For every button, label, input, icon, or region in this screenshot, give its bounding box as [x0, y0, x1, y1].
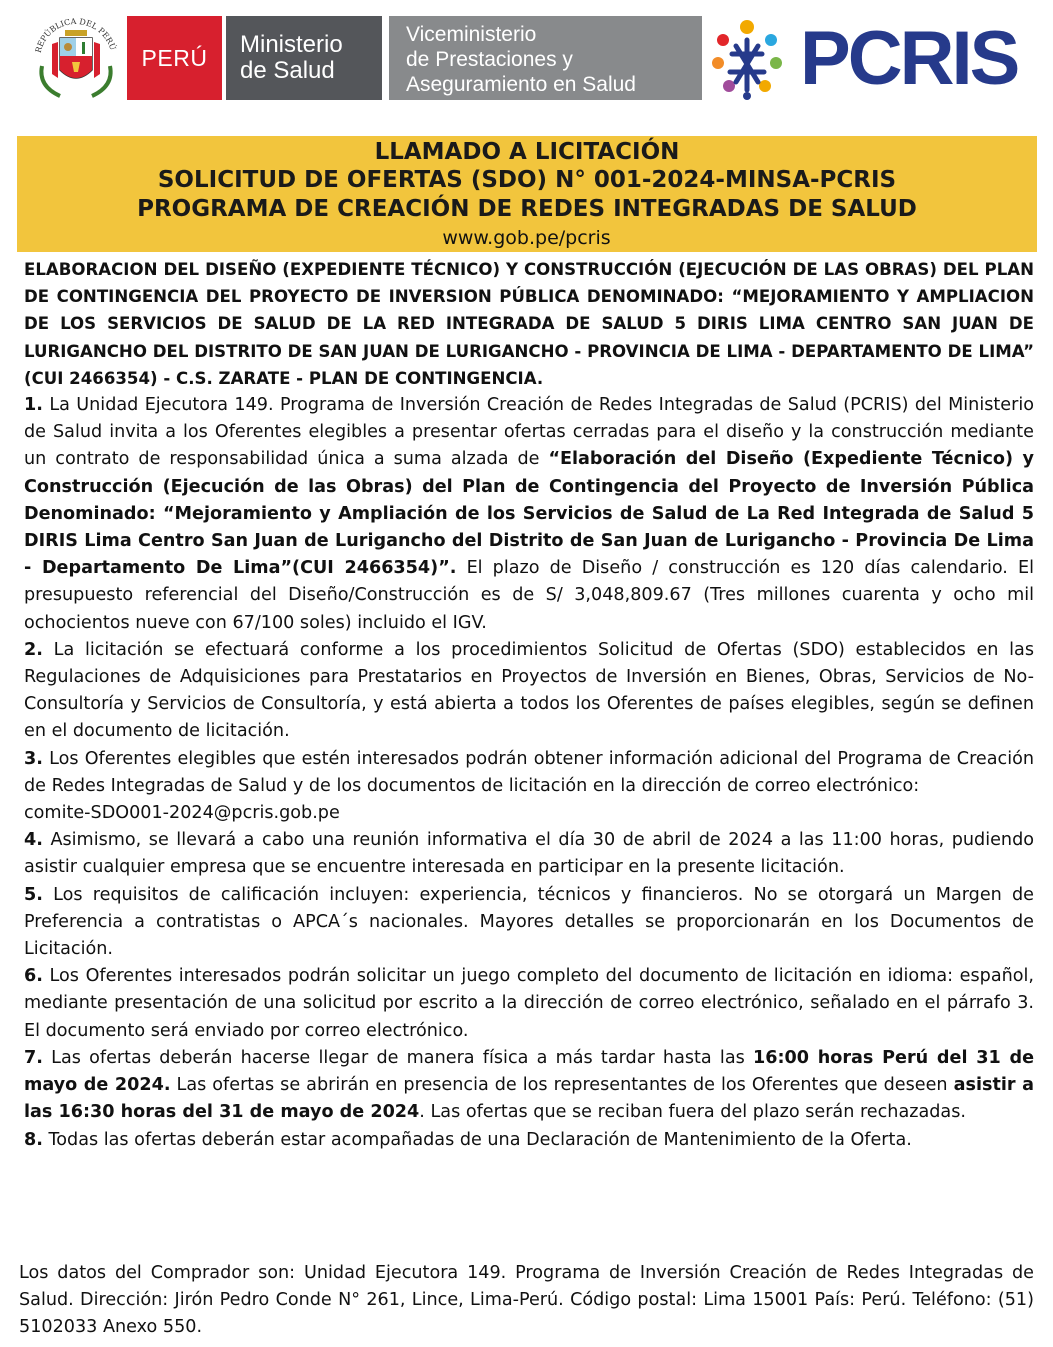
- paragraph-2: 2. La licitación se efectuará conforme a los procedimientos Solicitud de Ofertas (SDO) establecidos en las Regulaciones de Adquisiciones para Prestatarios en Proyectos de Inversión en Bienes, Obras, Servicios de No-Consultoría y Servicios de Consultoría, y está abierta a todos los Oferentes de países elegibles, según se definen en el documento de licitación.: [24, 639, 1034, 742]
- title-line-1: LLAMADO A LICITACIÓN: [374, 139, 680, 165]
- paragraph-1: 1. La Unidad Ejecutora 149. Programa de Inversión Creación de Redes Integradas de Salud (PCRIS) del Ministerio de Salud invita a los Oferentes elegibles a presentar ofertas cerradas para el diseño y la construcción mediante un contrato de responsabilidad única a suma alzada de “Elaboración del Diseño (Expediente Técnico) y Construcción (Ejecución de las Obras) del Plan de Contingencia del Proyecto de Inversión Pública Denominado: “Mejoramiento y Ampliación de los Servicios de Salud de La Red Integrada de Salud 5 DIRIS Lima Centro San Juan de Lurigancho del Distrito de San Juan de Lurigancho - Provincia De Lima - Departamento De Lima”(CUI 2466354)”. El plazo de Diseño / construcción es 120 días calendario. El presupuesto referencial del Diseño/Construcción es de S/ 3,048,809.67 (Tres millones cuarenta y ocho mil ochocientos nueve con 67/100 soles) incluido el IGV.: [24, 395, 1034, 633]
- paragraph-5: 5. Los requisitos de calificación incluyen: experiencia, técnicos y financieros. No se otorgará un Margen de Preferencia a contratistas o APCA´s nacionales. Mayores detalles se proporcionarán en los Documentos de Licitación.: [24, 884, 1034, 960]
- pcris-logo-icon: [710, 18, 784, 100]
- contact-email[interactable]: comite-SDO001-2024@pcris.gob.pe: [24, 803, 340, 824]
- title-line-2: SOLICITUD DE OFERTAS (SDO) N° 001-2024-MINSA-PCRIS: [157, 167, 897, 193]
- header: [0, 0, 1053, 125]
- buyer-details: Los datos del Comprador son: Unidad Ejecutora 149. Programa de Inversión Creación de Redes Integradas de Salud. Dirección: Jirón Pedro Conde N° 261, Lince, Lima-Perú. Código postal: Lima 15001 País: Perú. Teléfono: (51) 5102033 Anexo 550.: [19, 1263, 1034, 1337]
- peru-label: PERÚ: [127, 16, 222, 100]
- pcris-wordmark: PCRIS: [800, 16, 1018, 101]
- paragraph-3: 3. Los Oferentes elegibles que estén interesados podrán obtener información adicional del Programa de Creación de Redes Integradas de Salud y de los documentos de licitación en la dirección de correo electrónico:: [24, 748, 1034, 796]
- viceministerio-label: Viceministerio de Prestaciones y Aseguramiento en Salud: [389, 16, 702, 100]
- paragraph-6: 6. Los Oferentes interesados podrán solicitar un juego completo del documento de licitación en idioma: español, mediante presentación de una solicitud por escrito a la dirección de correo electrónico, señalado en el párrafo 3. El documento será enviado por correo electrónico.: [24, 966, 1034, 1041]
- intro-paragraph: ELABORACION DEL DISEÑO (EXPEDIENTE TÉCNICO) Y CONSTRUCCIÓN (EJECUCIÓN DE LAS OBRAS) DEL PLAN DE CONTINGENCIA DEL PROYECTO DE INVERSION PÚBLICA DENOMINADO: “MEJORAMIENTO Y AMPLIACION DE LOS SERVICIOS DE SALUD DE LA RED INTEGRADA DE SALUD 5 DIRIS LIMA CENTRO SAN JUAN DE LURIGANCHO DEL DISTRITO DE SAN JUAN DE LURIGANCHO - PROVINCIA DE LIMA - DEPARTAMENTO DE LIMA” (CUI 2466354) - C.S. ZARATE - PLAN DE CONTINGENCIA.: [24, 260, 1034, 388]
- document-body: [24, 256, 1034, 1154]
- paragraph-8: 8. Todas las ofertas deberán estar acompañadas de una Declaración de Mantenimiento de la Oferta.: [24, 1129, 912, 1150]
- national-coat-of-arms-icon: [30, 14, 122, 102]
- paragraph-7: 7. Las ofertas deberán hacerse llegar de manera física a más tardar hasta las 16:00 horas Perú del 31 de mayo de 2024. Las ofertas se abrirán en presencia de los representantes de los Oferentes que deseen asistir a las 16:30 horas del 31 de mayo de 2024. Las ofertas que se reciban fuera del plazo serán rechazadas.: [24, 1047, 1034, 1123]
- website-link[interactable]: www.gob.pe/pcris: [442, 227, 611, 249]
- svg-text:REPÚBLICA DEL PERÚ: REPÚBLICA DEL PERÚ: [33, 16, 118, 54]
- title-line-3: PROGRAMA DE CREACIÓN DE REDES INTEGRADAS DE SALUD: [137, 196, 917, 222]
- paragraph-4: 4. Asimismo, se llevará a cabo una reunión informativa el día 30 de abril de 2024 a las 11:00 horas, pudiendo asistir cualquier empresa que se encuentre interesada en participar en la presente licitación.: [24, 830, 1034, 878]
- ministerio-de-salud-label: Ministerio de Salud: [226, 16, 382, 100]
